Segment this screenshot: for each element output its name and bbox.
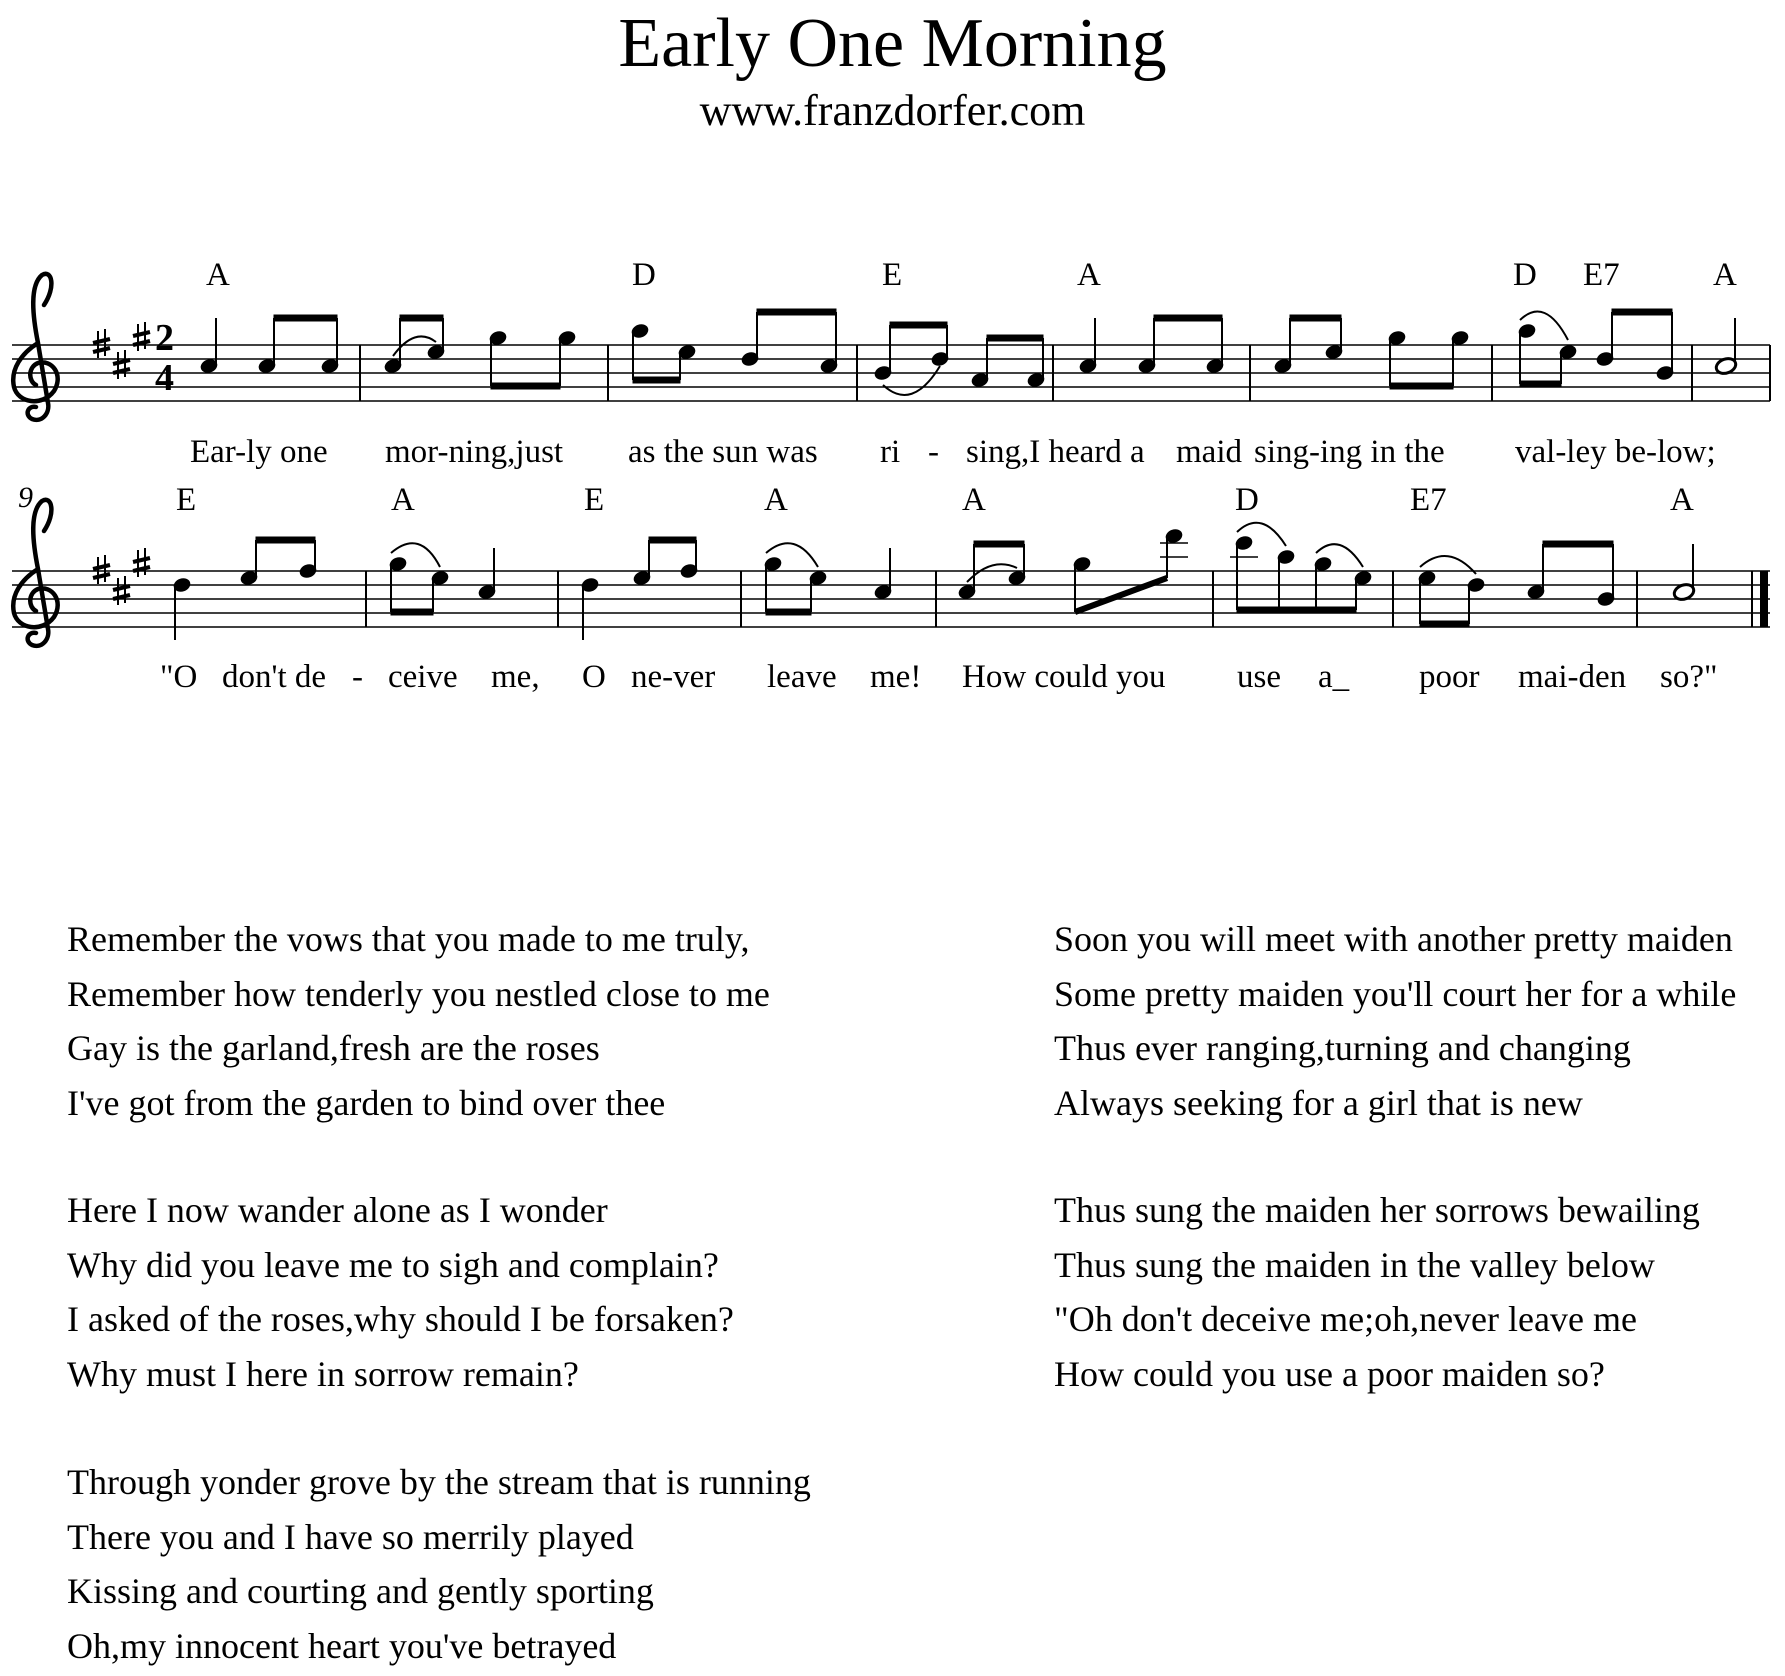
verse-line: There you and I have so merrily played [67, 1516, 634, 1557]
verse-line: Remember the vows that you made to me truly, [67, 919, 750, 959]
lyric-syllable: mai-den [1518, 659, 1627, 695]
verse-line: Thus ever ranging,turning and changing [1054, 1028, 1631, 1068]
verse-line: Why did you leave me to sigh and complain? [67, 1244, 719, 1285]
verse-line: Oh,my innocent heart you've betrayed [67, 1625, 617, 1666]
lyric-syllable: O [582, 659, 606, 695]
website-url: www.franzdorfer.com [699, 86, 1086, 135]
notes-system-2 [172, 523, 1695, 640]
lyric-syllable: ceive [388, 659, 458, 695]
time-signature-bottom: 4 [155, 357, 174, 399]
lyric-syllable: poor [1419, 659, 1480, 695]
lyric-syllable: a_ [1318, 659, 1350, 695]
verse-line: Why must I here in sorrow remain? [67, 1353, 579, 1394]
verse-line: I've got from the garden to bind over thee [67, 1082, 666, 1123]
staff-system-2 [12, 481, 1770, 695]
verse-line: Kissing and courting and gently sporting [67, 1571, 654, 1611]
chord-symbol: E [882, 257, 903, 293]
time-signature-top: 2 [155, 317, 174, 359]
lyric-syllable: maid [1176, 434, 1242, 470]
lyrics-system-2 [160, 659, 1717, 695]
lyric-syllable: - [352, 659, 363, 695]
chord-symbol: E7 [1410, 482, 1447, 518]
lyric-syllable: How could you [962, 659, 1166, 695]
lyric-syllable: "O [160, 659, 198, 695]
verse-line: Here I now wander alone as I wonder [67, 1190, 608, 1230]
lyric-syllable: val-ley be-low; [1515, 434, 1716, 470]
lyrics-system-1 [190, 434, 1716, 470]
notes-system-1 [199, 309, 1737, 395]
chord-symbol: A [764, 482, 788, 518]
verse-line: Remember how tenderly you nestled close to me [67, 973, 770, 1014]
chord-symbols-system-1 [206, 257, 1737, 293]
lyric-syllable: use [1237, 659, 1281, 695]
chord-symbol: A [391, 482, 415, 518]
lyric-syllable: me, [491, 659, 540, 695]
treble-clef-icon [13, 274, 57, 420]
lyric-syllable: me! [870, 659, 922, 695]
chord-symbol: A [1670, 482, 1694, 518]
measure-number: 9 [18, 481, 33, 514]
chord-symbol: A [206, 257, 230, 293]
final-barline [1760, 571, 1768, 627]
key-signature [93, 548, 150, 605]
verse-line: Soon you will meet with another pretty maiden [1054, 919, 1733, 959]
chord-symbol: E [176, 482, 197, 518]
chord-symbol: D [632, 257, 656, 293]
chord-symbol: A [1713, 257, 1737, 293]
verse-line: Always seeking for a girl that is new [1054, 1082, 1583, 1123]
treble-clef-icon [13, 500, 57, 646]
verse-left-3 [67, 1455, 811, 1673]
lyric-syllable: ri [880, 434, 901, 470]
lyric-syllable: as the sun was [628, 434, 818, 470]
chord-symbol: D [1513, 257, 1537, 293]
lyric-syllable: Ear-ly one [190, 434, 328, 470]
lyric-syllable: don't de [222, 659, 327, 695]
lyric-syllable: so?" [1660, 659, 1718, 695]
verse-line: I asked of the roses,why should I be forsaken? [67, 1299, 734, 1339]
verse-line: Through yonder grove by the stream that is running [67, 1462, 811, 1502]
chord-symbol: A [1077, 257, 1101, 293]
verse-line: "Oh don't deceive me;oh,never leave me [1054, 1299, 1637, 1339]
page-title: Early One Morning [618, 5, 1167, 82]
chord-symbols-system-2 [176, 482, 1694, 518]
chord-symbol: E [584, 482, 605, 518]
verse-right-1 [1054, 912, 1736, 1130]
lyric-syllable: mor-ning,just [385, 434, 564, 470]
verse-left-2 [67, 1183, 734, 1401]
lyric-syllable: - [928, 434, 939, 470]
lyric-syllable: ne-ver [631, 659, 716, 695]
chord-symbol: E7 [1583, 257, 1620, 293]
verse-line: Thus sung the maiden in the valley below [1054, 1244, 1655, 1285]
verse-left-1 [67, 912, 770, 1130]
staff-system-1 [12, 257, 1770, 470]
verse-line: How could you use a poor maiden so? [1054, 1353, 1605, 1394]
chord-symbol: A [962, 482, 986, 518]
verse-line: Some pretty maiden you'll court her for a while [1054, 973, 1737, 1014]
key-signature [93, 322, 150, 379]
lyric-syllable: leave [767, 659, 837, 695]
verse-right-2 [1054, 1183, 1700, 1401]
verse-line: Thus sung the maiden her sorrows bewailing [1054, 1190, 1700, 1230]
sheet-music [0, 0, 1785, 720]
lyric-syllable: sing-ing in the [1254, 434, 1445, 470]
verse-line: Gay is the garland,fresh are the roses [67, 1028, 600, 1068]
lyric-syllable: sing,I heard a [966, 434, 1145, 470]
chord-symbol: D [1235, 482, 1259, 518]
